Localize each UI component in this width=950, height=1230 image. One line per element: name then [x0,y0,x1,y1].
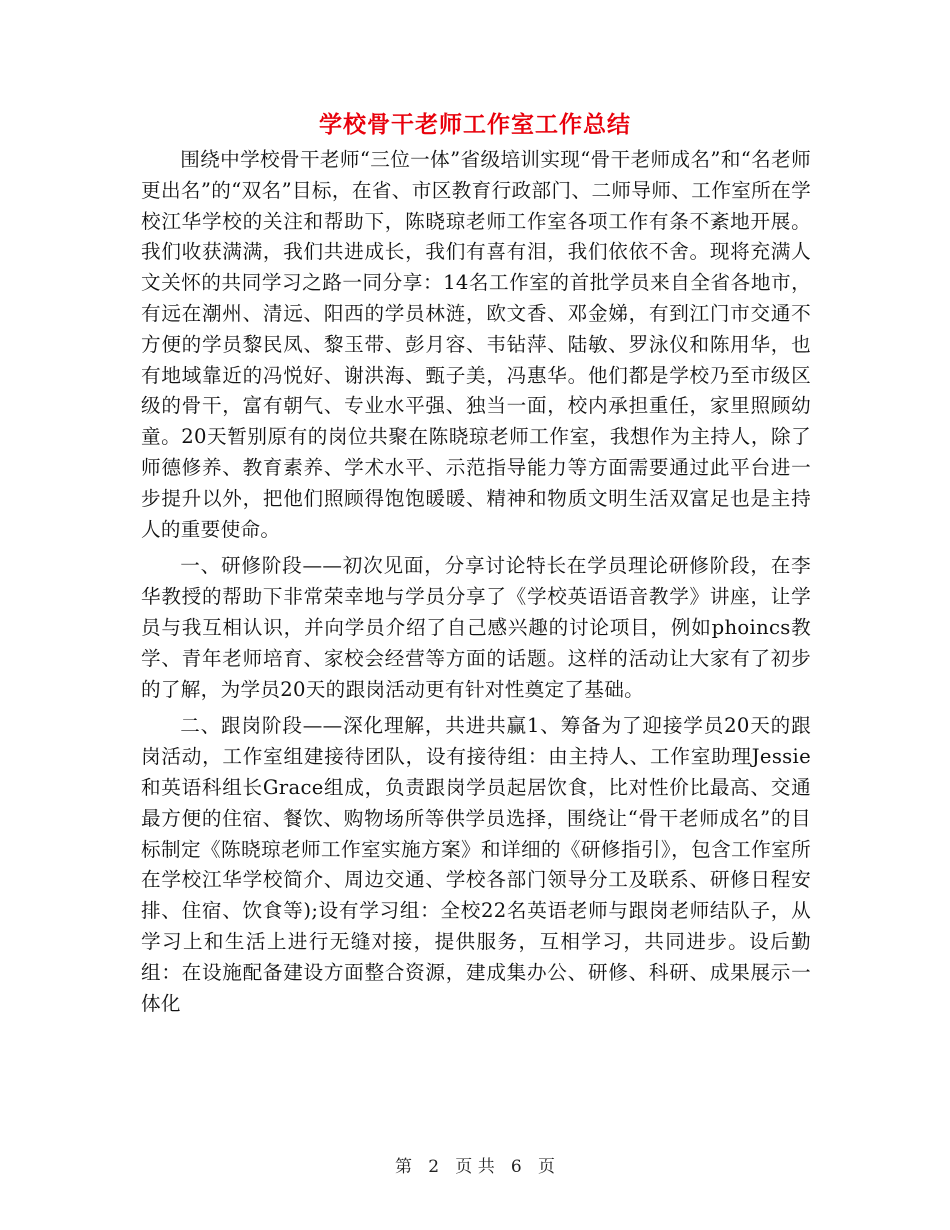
footer-middle: 页 共 [455,1157,495,1177]
paragraph-1: 围绕中学校骨干老师“三位一体”省级培训实现“骨干老师成名”和“名老师更出名”的“双名”目标，在省、市区教育行政部门、二师导师、工作室所在学校江华学校的关注和帮助下，陈晓琼老师工作室各项工作有条不紊地开展。我们收获满满，我们共进成长，我们有喜有泪，我们依依不舍。现将充满人文关怀的共同学习之路一同分享：14名工作室的首批学员来自全省各地市，有远在潮州、清远、阳西的学员林涟，欧文香、邓金娣，有到江门市交通不方便的学员黎民凤、黎玉带、彭月容、韦钻萍、陆敏、罗泳仪和陈用华，也有地域靠近的冯悦好、谢洪海、甄子美，冯惠华。他们都是学校乃至市级区级的骨干，富有朝气、专业水平强、独当一面，校内承担重任，家里照顾幼童。20天暂别原有的岗位共聚在陈晓琼老师工作室，我想作为主持人，除了师德修养、教育素养、学术水平、示范指导能力等方面需要通过此平台进一步提升以外，把他们照顾得饱饱暖暖、精神和物质文明生活双富足也是主持人的重要使命。 [141,148,811,541]
footer-total-pages: 6 [510,1157,522,1177]
document-title: 学校骨干老师工作室工作总结 [319,111,631,138]
footer-suffix: 页 [537,1157,555,1177]
footer-prefix: 第 [395,1157,413,1177]
document-body [141,145,811,1025]
page-footer [0,1155,950,1179]
paragraph-2: 一、研修阶段——初次见面，分享讨论特长在学员理论研修阶段，在李华教授的帮助下非常荣幸地与学员分享了《学校英语语音教学》讲座，让学员与我互相认识，并向学员介绍了自己感兴趣的讨论项目，例如phoincs教学、青年老师培育、家校会经营等方面的话题。这样的活动让大家有了初步的了解，为学员20天的跟岗活动更有针对性奠定了基础。 [141,554,811,701]
footer-current-page: 2 [428,1157,440,1177]
paragraph-3: 二、跟岗阶段——深化理解，共进共赢1、筹备为了迎接学员20天的跟岗活动，工作室组建接待团队，设有接待组：由主持人、工作室助理Jessie和英语科组长Grace组成，负责跟岗学员起居饮食，比对性价比最高、交通最方便的住宿、餐饮、购物场所等供学员选择，围绕让“骨干老师成名”的目标制定《陈晓琼老师工作室实施方案》和详细的《研修指引》，包含工作室所在学校江华学校简介、周边交通、学校各部门领导分工及联系、研修日程安排、住宿、饮食等);设有学习组：全校22名英语老师与跟岗老师结队子，从学习上和生活上进行无缝对接，提供服务，互相学习，共同进步。设后勤组：在设施配备建设方面整合资源，建成集办公、研修、科研、成果展示一体化 [141,714,811,1015]
